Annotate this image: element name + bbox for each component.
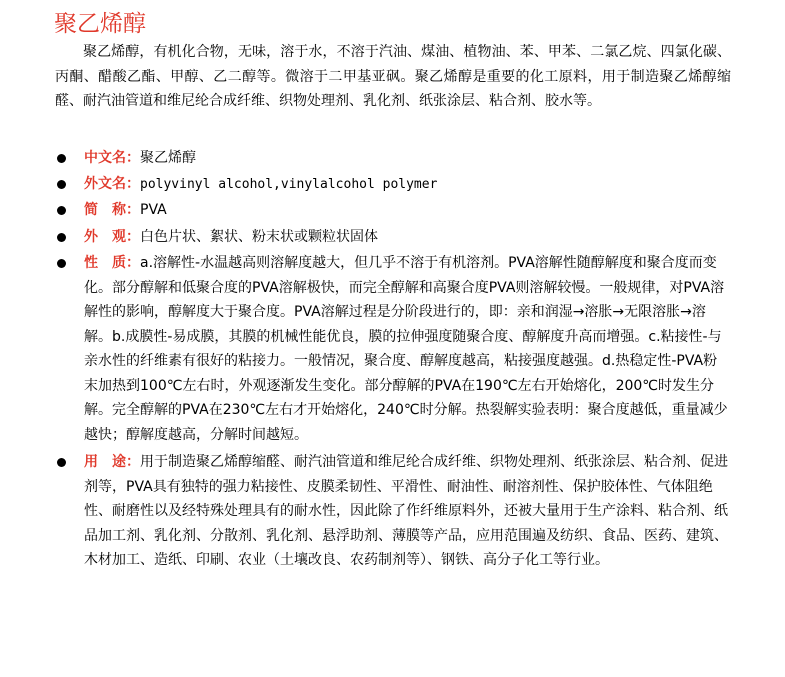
bullet-icon	[57, 259, 66, 268]
fact-chinese-name	[0, 146, 730, 171]
fact-abbreviation	[0, 198, 730, 223]
fact-value: 聚乙烯醇	[140, 150, 196, 166]
fact-value: polyvinyl alcohol,vinylalcohol polymer	[140, 176, 438, 192]
fact-properties	[0, 251, 730, 447]
intro-paragraph: 聚乙烯醇，有机化合物，无味，溶于水，不溶于汽油、煤油、植物油、苯、甲苯、二氯乙烷、四氯化碳、丙酮、醋酸乙酯、甲醇、乙二醇等。微溶于二甲基亚砜。聚乙烯醇是重要的化工原料，用于制造聚乙烯醇缩醛、耐汽油管道和维尼纶合成纤维、织物处理剂、乳化剂、纸张涂层、粘合剂、胶水等。	[55, 44, 731, 109]
fact-value: 用于制造聚乙烯醇缩醛、耐汽油管道和维尼纶合成纤维、织物处理剂、纸张涂层、粘合剂、促进剂等，PVA具有独特的强力粘接性、皮膜柔韧性、平滑性、耐油性、耐溶剂性、保护胶体性、气体阻绝性、耐磨性以及经特殊处理具有的耐水性，因此除了作纤维原料外，还被大量用于生产涂料、粘合剂、纸品加工剂、乳化剂、分散剂、乳化剂、悬浮助剂、薄膜等产品，应用范围遍及纺织、食品、医药、建筑、木材加工、造纸、印刷、农业（土壤改良、农药制剂等）、钢铁、高分子化工等行业。	[84, 454, 728, 568]
bullet-icon	[57, 233, 66, 242]
fact-label: 性 质：	[84, 255, 140, 271]
fact-appearance	[0, 225, 730, 250]
bullet-icon	[57, 180, 66, 189]
fact-label: 中文名：	[84, 150, 140, 166]
fact-label: 用 途：	[84, 454, 140, 470]
fact-value: a.溶解性-水温越高则溶解度越大，但几乎不溶于有机溶剂。PVA溶解性随醇解度和聚合度而变化。部分醇解和低聚合度的PVA溶解极快，而完全醇解和高聚合度PVA则溶解较慢。一般规律，对PVA溶解性的影响，醇解度大于聚合度。PVA溶解过程是分阶段进行的，即：亲和润湿→溶胀→无限溶胀→溶解。b.成膜性-易成膜，其膜的机械性能优良，膜的拉伸强度随聚合度、醇解度升高而增强。c.粘接性-与亲水性的纤维素有很好的粘接力。一般情况，聚合度、醇解度越高，粘接强度越强。d.热稳定性-PVA粉末加热到100℃左右时，外观逐渐发生变化。部分醇解的PVA在190℃左右开始熔化，200℃时发生分解。完全醇解的PVA在230℃左右才开始熔化，240℃时分解。热裂解实验表明：聚合度越低，重量减少越快；醇解度越高，分解时间越短。	[84, 255, 728, 443]
bullet-icon	[57, 154, 66, 163]
fact-label: 简 称：	[84, 202, 140, 218]
fact-value: 白色片状、絮状、粉末状或颗粒状固体	[140, 228, 378, 245]
facts-list	[0, 146, 785, 573]
fact-english-name	[0, 172, 730, 198]
fact-label: 外 观：	[84, 228, 140, 245]
page-title: 聚乙烯醇	[54, 11, 146, 37]
bullet-icon	[57, 206, 66, 215]
fact-uses	[0, 450, 730, 573]
fact-label: 外文名：	[84, 175, 140, 192]
fact-value: PVA	[140, 202, 167, 218]
bullet-icon	[57, 458, 66, 467]
